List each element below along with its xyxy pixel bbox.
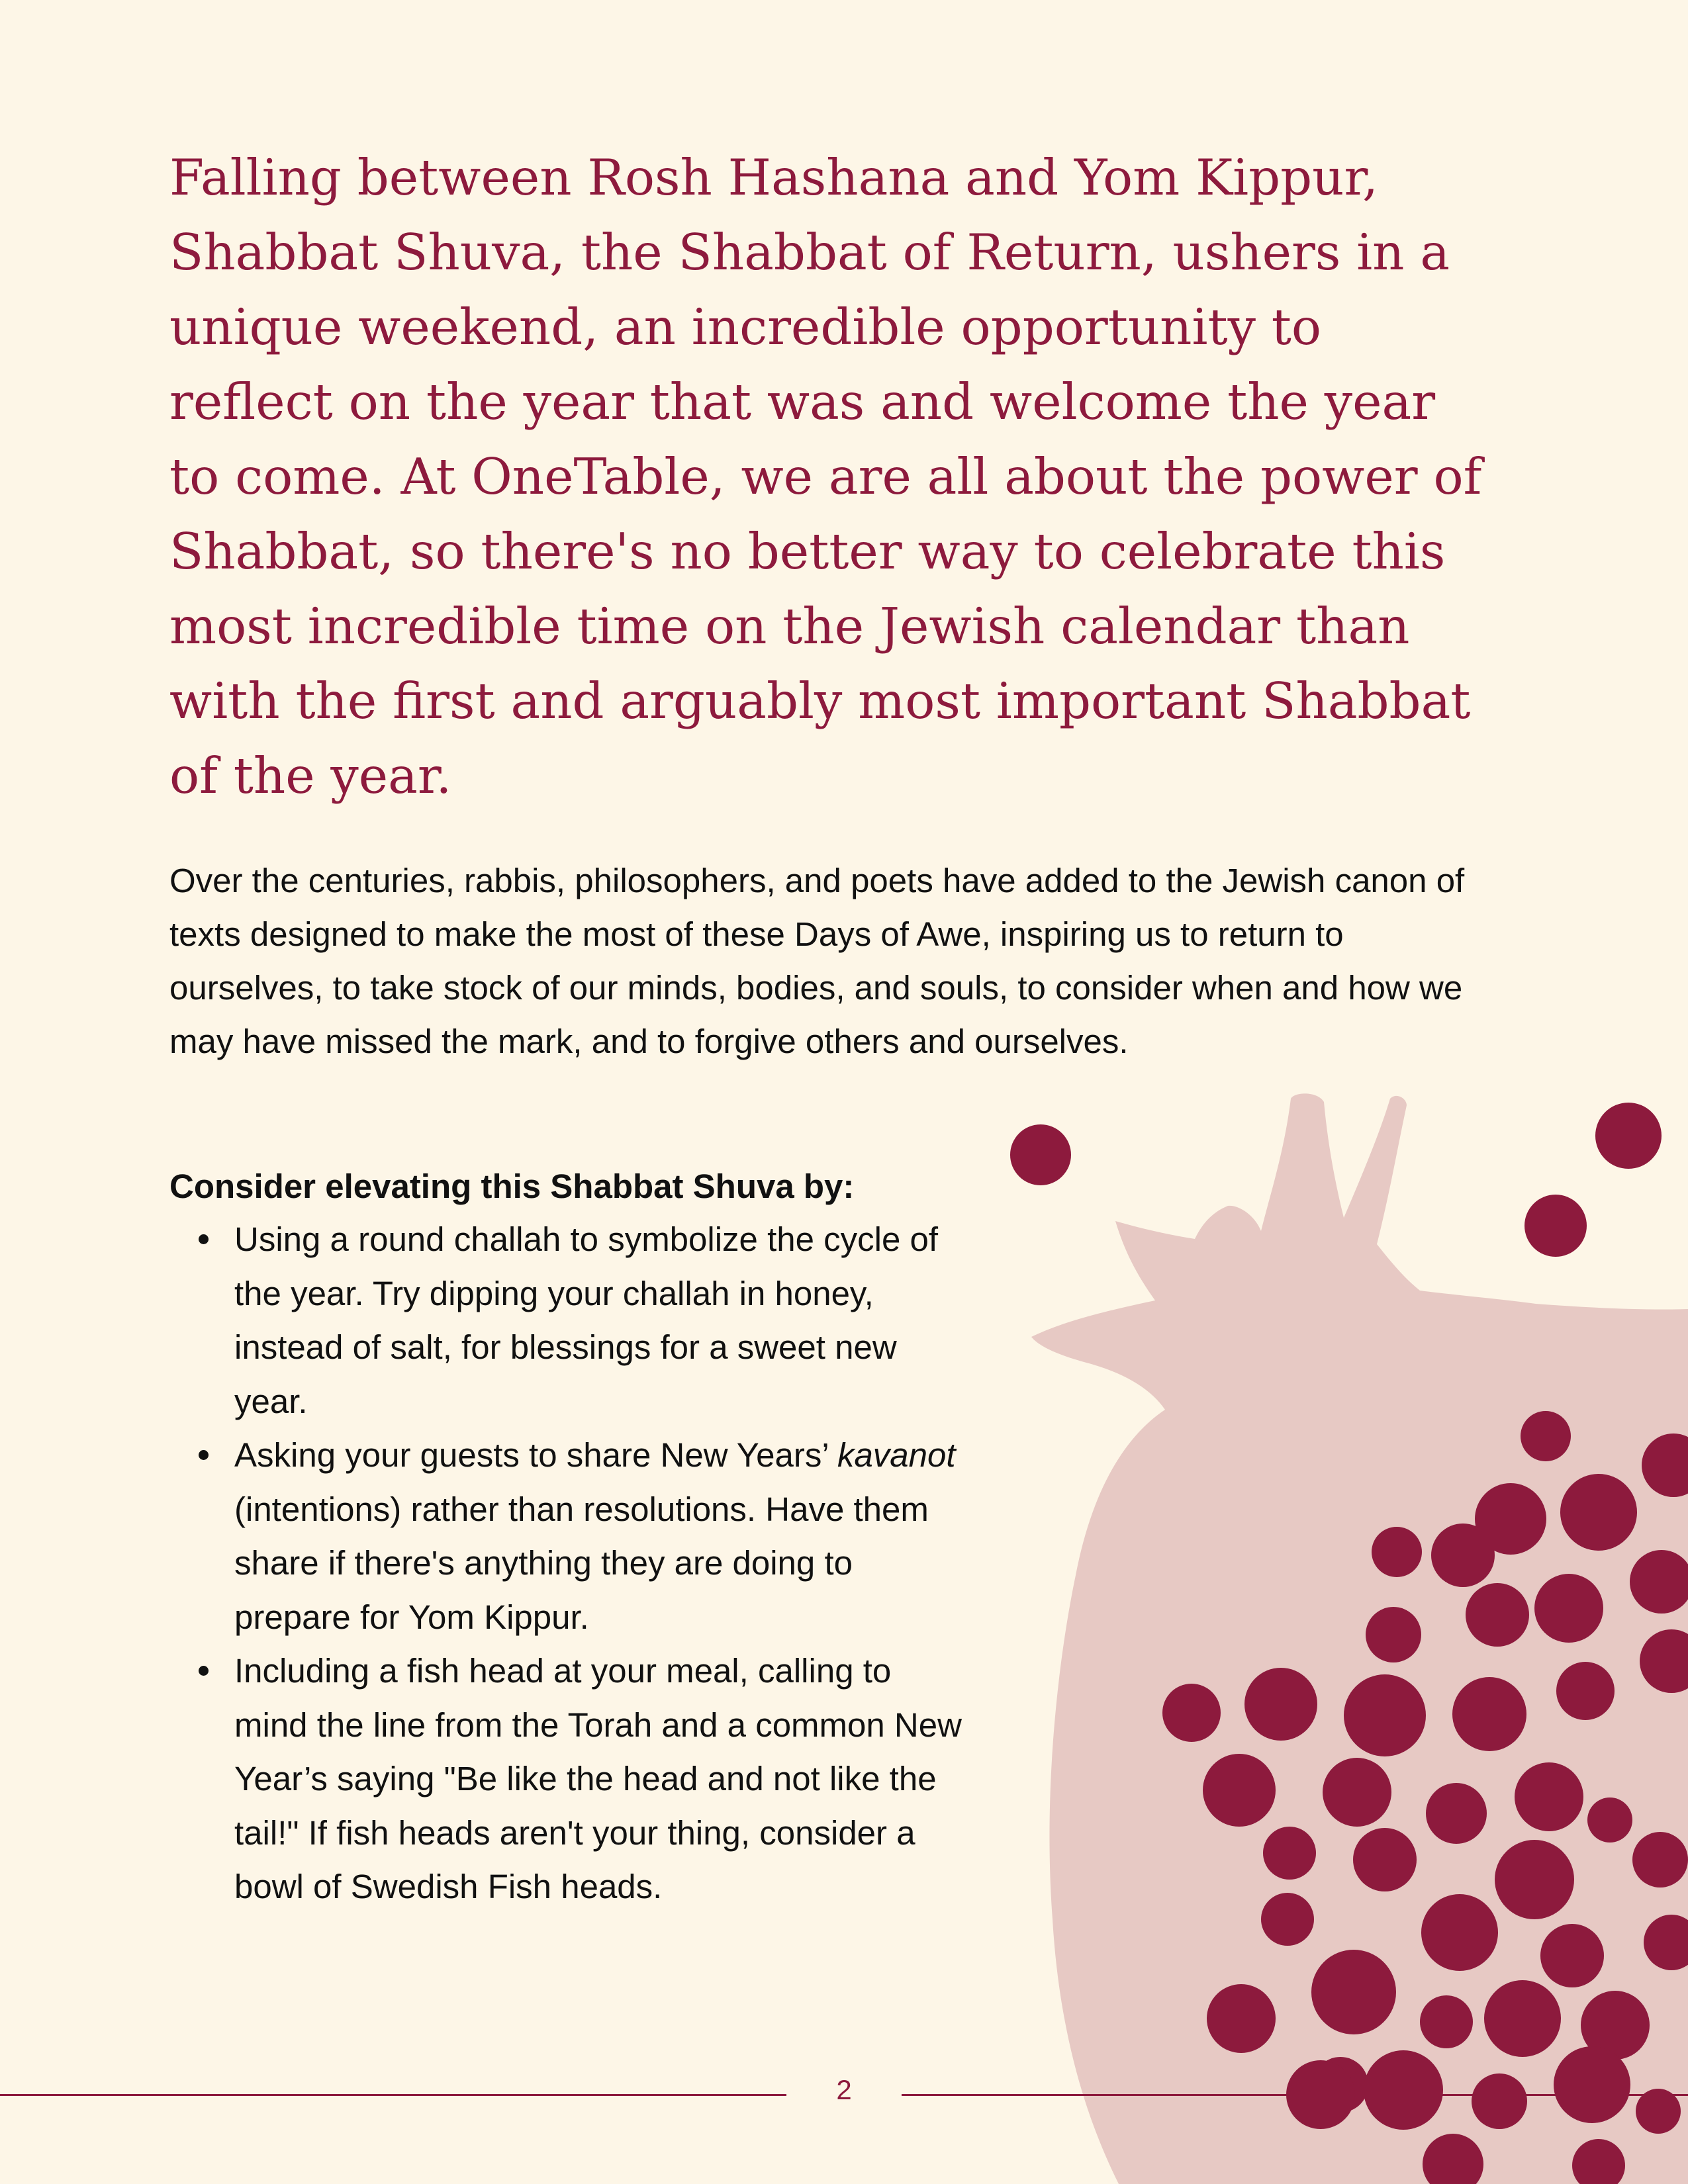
tip-text: Using a round challah to symbolize the cycle of the year. Try dipping your challah in honey, instead of salt, for blessings for a sweet new year. [234, 1220, 939, 1420]
tip-rest: (intentions) rather than resolutions. Have them share if there's anything they are doing to prepare for Yom Kippur. [234, 1490, 929, 1636]
body-paragraph: Over the centuries, rabbis, philosophers, and poets have added to the Jewish canon of texts designed to make the most of these Days of Awe, inspiring us to return to ourselves, to take stock of our minds, bodies, and souls, to consider when and how we may have missed the mark, and to forgive others and ourselves. [169, 862, 1465, 1060]
bullet-icon [199, 1450, 209, 1460]
tip-lead: Asking your guests to share New Years’ [234, 1436, 828, 1474]
tip-text [234, 1428, 964, 1644]
footer-divider-right [902, 2094, 1688, 2096]
tips-list [169, 1212, 964, 1914]
bullet-icon [199, 1666, 209, 1676]
tip-text: Including a fish head at your meal, calling to mind the line from the Torah and a common New Year’s saying "Be like the head and not like the tail!" If fish heads aren't your thing, consider a bowl of Swedish Fish heads. [234, 1652, 962, 1905]
page-number: 2 [836, 2074, 852, 2105]
list-item [169, 1212, 964, 1428]
consider-heading: Consider elevating this Shabbat Shuva by: [169, 1167, 855, 1205]
list-item [169, 1644, 964, 1914]
tip-italic-term: kavanot [837, 1436, 956, 1474]
intro-paragraph: Falling between Rosh Hashana and Yom Kippur, Shabbat Shuva, the Shabbat of Return, ushers in a unique weekend, an incredible opportunity to reflect on the year that was and welcome the year to come. At OneTable, we are all about the power of Shabbat, so there's no better way to celebrate this most incredible time on the Jewish calendar than with the first and arguably most important Shabbat of the year. [169, 148, 1482, 805]
bullet-icon [199, 1234, 209, 1244]
footer-divider-left [0, 2094, 786, 2096]
list-item [169, 1428, 964, 1644]
